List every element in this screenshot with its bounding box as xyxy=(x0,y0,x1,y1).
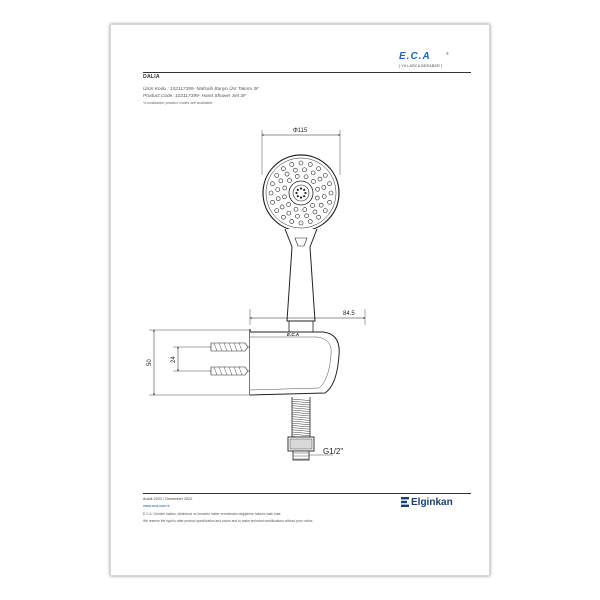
localization-note: *Localization product codes are available. xyxy=(143,101,214,105)
eca-logo-registered: ® xyxy=(446,51,449,56)
thread-label: G1/2" xyxy=(323,447,344,456)
hose-ring xyxy=(292,417,310,419)
nozzle xyxy=(308,162,312,166)
nozzle xyxy=(279,179,283,183)
nozzle xyxy=(308,220,312,224)
nozzle xyxy=(295,214,299,218)
nozzle xyxy=(276,197,280,201)
nozzle xyxy=(294,207,298,211)
nozzle xyxy=(323,209,327,213)
nozzle xyxy=(323,173,327,177)
footer-website[interactable]: www.eca.com.tr xyxy=(143,504,170,508)
anchor-top xyxy=(211,343,248,351)
nozzle xyxy=(316,187,320,191)
elginkan-wordmark: Elginkan xyxy=(411,496,453,508)
height-dimension-outer xyxy=(147,330,250,395)
nozzle xyxy=(313,210,317,214)
shower-hose xyxy=(292,397,310,438)
elginkan-logo xyxy=(401,495,453,509)
nozzle xyxy=(319,203,323,207)
eca-logo-tagline: [ YILLARCA BERABER ] xyxy=(399,64,443,68)
nozzle xyxy=(270,200,274,204)
eca-logo-text: E.C.A xyxy=(399,51,431,62)
hose-ring xyxy=(292,428,310,430)
nozzle xyxy=(280,205,284,209)
nozzle xyxy=(299,161,303,165)
elginkan-mark-icon xyxy=(401,497,409,507)
model-name: DALIA xyxy=(143,74,160,80)
nozzle xyxy=(275,173,279,177)
nozzle xyxy=(317,167,321,171)
nozzle xyxy=(287,211,291,215)
product-code-en: Product Code: 102117399- Hand Shower Set 3F xyxy=(143,94,247,99)
nozzle xyxy=(322,185,326,189)
wall-anchors xyxy=(209,343,250,375)
center-nozzle xyxy=(297,189,299,191)
nozzle xyxy=(328,200,332,204)
nozzle xyxy=(311,179,315,183)
hose-ring xyxy=(292,434,310,436)
projection-label: 84.5 xyxy=(343,311,355,317)
footer-date: Aralık 2022 / December 2022 xyxy=(143,497,193,501)
nozzle xyxy=(303,208,307,212)
hose-ring xyxy=(292,408,310,410)
anchor-bottom xyxy=(211,367,248,375)
diameter-label: Φ115 xyxy=(293,128,308,134)
nozzle xyxy=(276,187,280,191)
document-sheet xyxy=(110,24,490,576)
hose-ring xyxy=(292,403,310,405)
nozzle xyxy=(282,195,286,199)
shower-head xyxy=(263,155,339,231)
shower-handle xyxy=(285,229,317,332)
hose-ring xyxy=(292,421,310,423)
center-nozzle xyxy=(303,189,305,191)
hose-ring xyxy=(292,423,310,425)
hose-nut xyxy=(288,437,314,460)
height-dimension-inner xyxy=(171,347,209,371)
hose-ring xyxy=(292,414,310,416)
nozzle xyxy=(270,182,274,186)
hose-ring xyxy=(292,410,310,412)
height-outer-label: 50 xyxy=(147,359,153,366)
nozzle xyxy=(275,209,279,213)
hose-ring xyxy=(292,430,310,432)
product-code-tr: Ürün Kodu : 102117399- Mafsallı Banyo Üst Takımı 3F xyxy=(143,87,259,92)
nozzle xyxy=(328,182,332,186)
holder-stamp: E.C.A xyxy=(287,332,300,337)
nozzle xyxy=(329,191,333,195)
hose-ring xyxy=(292,412,310,414)
nozzle xyxy=(311,171,315,175)
hose-ring xyxy=(292,401,310,403)
nozzle xyxy=(303,168,307,172)
nozzle xyxy=(315,196,319,200)
nozzle xyxy=(285,172,289,176)
nozzle xyxy=(283,186,287,190)
nozzle xyxy=(290,162,294,166)
nozzle xyxy=(295,174,299,178)
footer-rule xyxy=(143,493,471,494)
hose-ring xyxy=(292,399,310,401)
nozzle xyxy=(281,215,285,219)
height-inner-label: 24 xyxy=(171,356,177,363)
center-nozzle xyxy=(300,187,302,189)
hose-ring xyxy=(292,406,310,408)
footer-rights-tr: E.C.A. Ürünleri hakları, bildirimsiz ve önceden haber vermeksizin değiştirme hakkını saklı tutar. xyxy=(143,512,282,516)
nozzle xyxy=(318,177,322,181)
nozzle xyxy=(287,179,291,183)
center-nozzle xyxy=(304,192,306,194)
hose-ring xyxy=(292,419,310,421)
nozzle xyxy=(269,191,273,195)
nozzle xyxy=(299,221,303,225)
nozzle xyxy=(287,203,291,207)
nozzle xyxy=(311,203,315,207)
center-nozzle xyxy=(295,192,297,194)
hose-ring xyxy=(292,425,310,427)
center-nozzle xyxy=(297,195,299,197)
center-nozzle xyxy=(303,195,305,197)
footer-rights-en: We reserve the right to alter product specification and colors and to make technical modifications without prior notice. xyxy=(143,519,314,523)
nozzle xyxy=(290,220,294,224)
nozzle xyxy=(293,168,297,172)
nozzle xyxy=(305,214,309,218)
hose-ring xyxy=(292,432,310,434)
wall-holder xyxy=(250,329,339,395)
nozzle xyxy=(304,175,308,179)
nozzle xyxy=(317,215,321,219)
center-nozzle xyxy=(300,196,302,198)
nozzle xyxy=(322,195,326,199)
nozzle xyxy=(281,167,285,171)
